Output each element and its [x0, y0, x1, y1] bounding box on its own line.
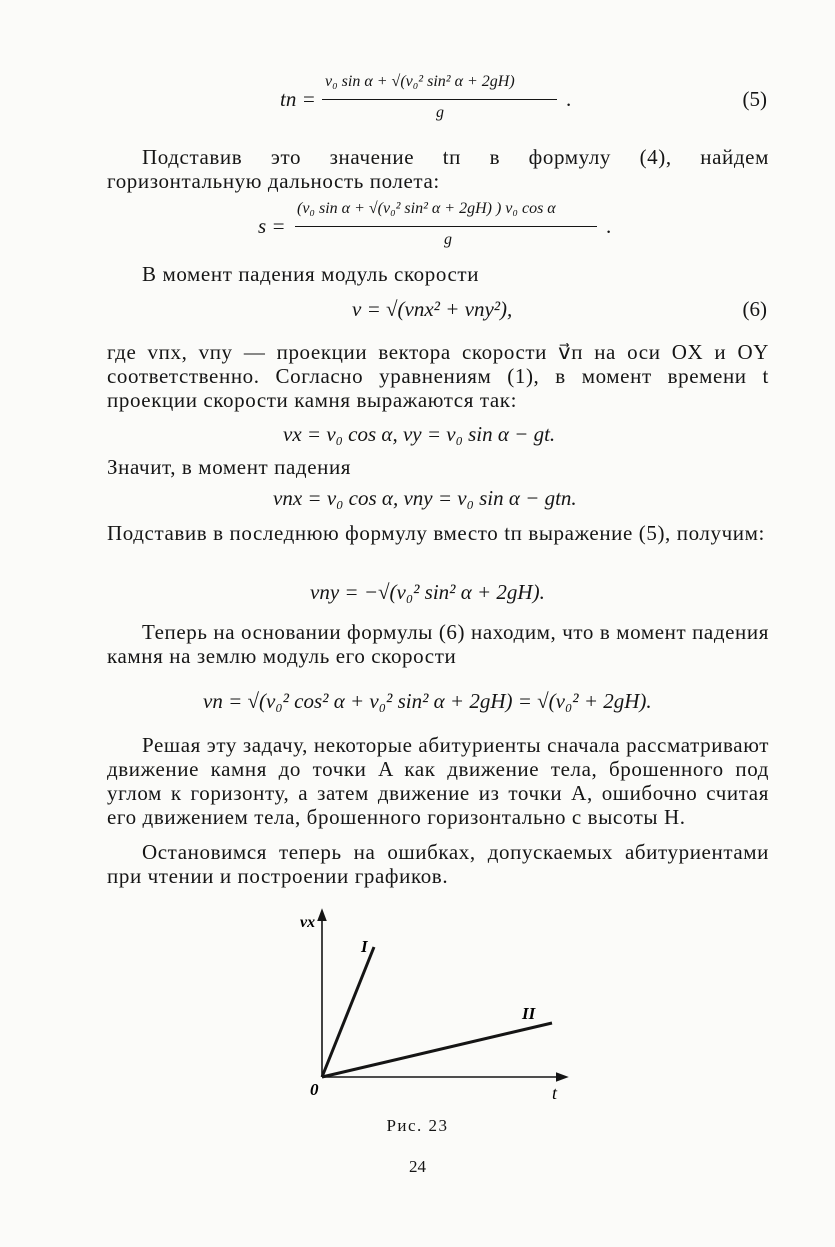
paragraph-5: Подставив в последнюю формулу вместо tп выражение (5), получим:	[107, 521, 765, 545]
line-II-label: II	[522, 1004, 536, 1023]
formula-vx-vy: vx = v₀ cos α, vy = v₀ sin α − gt.	[283, 422, 556, 446]
paragraph-7: Решая эту задачу, некоторые абитуриенты сначала рассматривают движение камня до точки A как движение тела, брошенного под углом к горизонту, а затем движение из точки A, ошибочно считая его движением тела, брошенного горизонтально с высоты H.	[107, 733, 769, 829]
page-number: 24	[409, 1157, 426, 1176]
paragraph-2: В момент падения модуль скорости	[142, 262, 480, 286]
y-axis-label: vx	[300, 914, 316, 931]
figure-23-graph	[290, 905, 580, 1105]
figure-caption: Рис. 23	[386, 1116, 449, 1135]
equation-number-5: (5)	[742, 87, 767, 111]
origin-label: 0	[310, 1080, 319, 1099]
formula-s-lhs: s =	[258, 214, 286, 238]
equation-number-6: (6)	[742, 297, 767, 321]
formula-vny: vпy = −√(v₀² sin² α + 2gH).	[310, 580, 545, 604]
paragraph-4: Значит, в момент падения	[107, 455, 352, 479]
formula-5-fraction-bar	[322, 99, 557, 100]
formula-s-numerator: (v₀ sin α + √(v₀² sin² α + 2gH) ) v₀ cos α	[297, 200, 556, 217]
formula-vnx-vny: vпx = v₀ cos α, vпy = v₀ sin α − gtп.	[273, 486, 577, 510]
formula-5-denominator: g	[436, 104, 444, 121]
paragraph-1: Подставив это значение tп в формулу (4), найдем горизонтальную дальность полета:	[107, 145, 769, 193]
formula-s-dot: .	[606, 214, 612, 238]
formula-s-denominator: g	[444, 231, 452, 248]
paragraph-8: Остановимся теперь на ошибках, допускаемых абитуриентами при чтении и построении графиков.	[107, 840, 769, 888]
line-I	[322, 947, 374, 1077]
x-axis-label: t	[552, 1083, 558, 1103]
formula-5-numerator: v₀ sin α + √(v₀² sin² α + 2gH)	[325, 73, 515, 90]
formula-5-lhs: tп =	[280, 87, 316, 111]
formula-6: v = √(vпx² + vпy²),	[352, 297, 513, 321]
formula-5-dot: .	[566, 87, 572, 111]
formula-s-fraction-bar	[295, 226, 597, 227]
line-II	[322, 1023, 552, 1077]
paragraph-6: Теперь на основании формулы (6) находим, что в момент падения камня на землю модуль его скорости	[107, 620, 769, 668]
formula-vn: vп = √(v₀² cos² α + v₀² sin² α + 2gH) = √(v₀² + 2gH).	[203, 689, 652, 713]
line-I-label: I	[361, 937, 368, 956]
paragraph-3: где vпx, vпy — проекции вектора скорости v⃗п на оси OX и OY соответственно. Согласно уравнениям (1), в момент времени t проекции скорости камня выражаются так:	[107, 340, 769, 412]
